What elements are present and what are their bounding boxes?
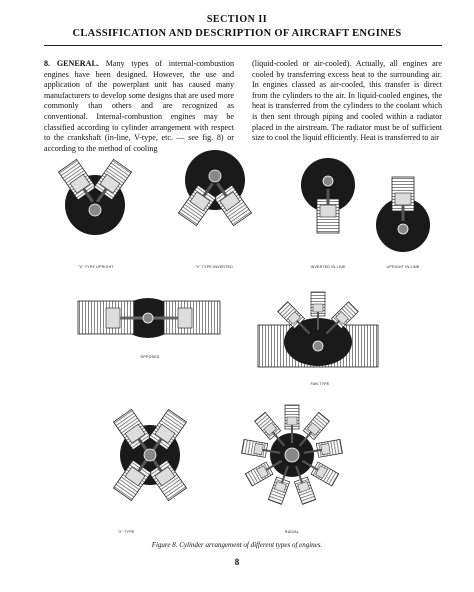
opposed-engine-drawing bbox=[78, 298, 220, 338]
upright-inline-engine-drawing bbox=[376, 177, 430, 252]
paragraph-right-text: (liquid-cooled or air-cooled). Actually, all engines are cooled by transferring excess heat to the surrounding air. In engines classed as air-cooled, this transfer is direct from the cylinders to the air. In liquid-cooled engines, the heat is transferred from the cylinders to the coolant which is then sent through piping and cooled within a radiator placed in the airstream. The radiator must be of sufficient size to cool the liquid efficiently. Heat is transferred to air bbox=[252, 59, 442, 143]
page-title: CLASSIFICATION AND DESCRIPTION OF AIRCRAFT ENGINES bbox=[72, 28, 402, 39]
paragraph-left-text: Many types of internal-combustion engines have been designed. However, the use and application of the powerplant unit has caused many manufacturers to develop some designs that are used more commonly than others and are recognized as conventional. Internal-combustion engines may be classified according to cylinder arrangement with respect to the crankshaft (in-line, V-type, etc. — see fig. 8) or according to the method of cooling bbox=[44, 59, 234, 153]
fan-engine-drawing bbox=[258, 292, 378, 367]
x-type-engine-drawing bbox=[113, 409, 186, 500]
inverted-inline-engine-drawing bbox=[301, 158, 355, 233]
label-v-upright: "V" TYPE UPRIGHT bbox=[78, 265, 114, 269]
label-inverted-inline: INVERTED IN-LINE bbox=[310, 265, 346, 269]
label-fan: FAN TYPE bbox=[310, 382, 330, 386]
v-inverted-engine-drawing bbox=[178, 150, 251, 226]
page-number: 8 bbox=[234, 557, 240, 567]
label-x-type: "X" TYPE bbox=[117, 530, 135, 534]
label-radial: RADIAL bbox=[284, 530, 300, 534]
label-v-inverted: "V" TYPE INVERTED bbox=[195, 265, 233, 269]
label-upright-inline: UPRIGHT IN-LINE bbox=[386, 265, 420, 269]
paragraph-heading: 8. GENERAL. bbox=[44, 59, 99, 68]
section-heading: SECTION II bbox=[206, 14, 268, 25]
v-upright-engine-drawing bbox=[58, 159, 131, 235]
radial-engine-drawing bbox=[242, 405, 343, 504]
label-opposed: OPPOSED bbox=[140, 355, 160, 359]
figure-caption: Figure 8. Cylinder arrangement of different types of engines. bbox=[151, 541, 323, 549]
